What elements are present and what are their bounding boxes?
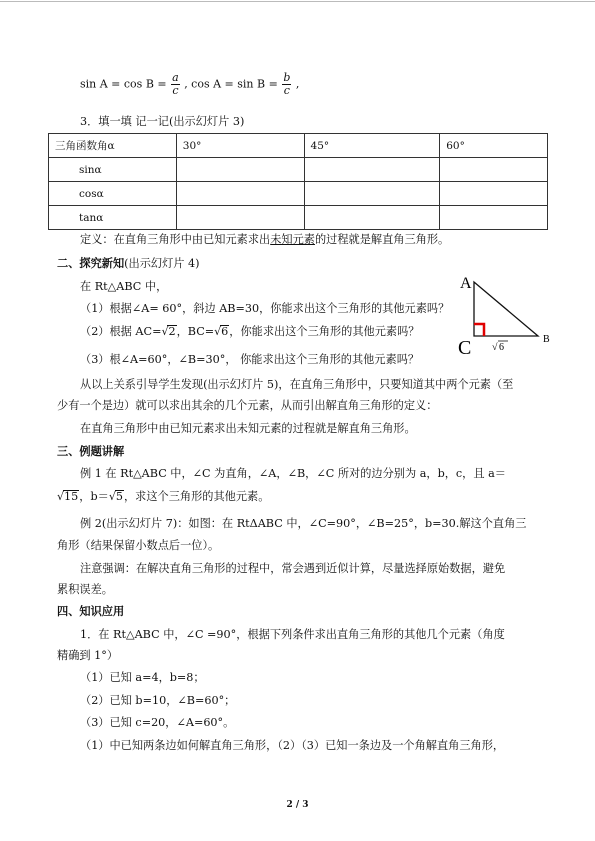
table-header-row bbox=[49, 134, 548, 158]
formula-part3: , bbox=[295, 77, 300, 91]
section4-heading: 四、知识应用 bbox=[57, 604, 125, 618]
condition-1: （1）已知 a=4，b=8； bbox=[80, 671, 205, 684]
fraction-b-over-c: $\frac{b}{c}$ bbox=[283, 71, 291, 97]
condition-3: （3）已知 c=20，∠A=60°。 bbox=[80, 716, 235, 729]
table-row bbox=[49, 206, 548, 230]
condition-2: （2）已知 b=10，∠B=60°； bbox=[80, 694, 236, 707]
vertex-c-label: C bbox=[458, 337, 472, 356]
fraction-a-over-c: $\frac{a}{c}$ bbox=[172, 71, 179, 97]
section3-heading: 三、例题讲解 bbox=[57, 444, 125, 458]
row-label: sinα bbox=[49, 158, 177, 182]
section2-para3: 在直角三角形中由已知元素求出未知元素的过程就是解直角三角形。 bbox=[80, 422, 416, 435]
section2-heading: 二、探究新知(出示幻灯片 4) bbox=[57, 256, 200, 270]
formula-part2: , cos A = sin B = bbox=[184, 77, 278, 91]
table-cell[interactable] bbox=[440, 158, 548, 182]
right-triangle-figure bbox=[456, 272, 556, 356]
trig-values-table bbox=[48, 133, 548, 230]
example-1-line2: √15，b＝√5，求这个三角形的其他元素。 bbox=[57, 490, 270, 503]
table-row bbox=[49, 182, 548, 206]
table-cell[interactable] bbox=[176, 158, 304, 182]
note-line2: 累积误差。 bbox=[57, 583, 113, 596]
formula-part1: sin A = cos B = bbox=[80, 77, 167, 91]
section2-intro: 在 Rt△ABC 中， bbox=[80, 280, 168, 293]
summary-line: （1）中已知两条边如何解直角三角形，（2）（3）已知一条边及一个角解直角三角形， bbox=[80, 739, 505, 752]
row-label: cosα bbox=[49, 182, 177, 206]
question-1: （1）根据∠A= 60°，斜边 AB=30，你能求出这个三角形的其他元素吗？ bbox=[80, 302, 450, 315]
page-number: 2 / 3 bbox=[286, 800, 309, 810]
table-cell[interactable] bbox=[440, 182, 548, 206]
table-cell[interactable] bbox=[176, 182, 304, 206]
header-cell: 30° bbox=[176, 134, 304, 158]
fill-heading: 3．填一填 记一记(出示幻灯片 3) bbox=[80, 115, 245, 128]
table-cell[interactable] bbox=[304, 182, 440, 206]
section2-para1: 从以上关系引导学生发现(出示幻灯片 5)，在直角三角形中，只要知道其中两个元素（至 bbox=[80, 378, 514, 391]
row-label: tanα bbox=[49, 206, 177, 230]
note-line1: 注意强调：在解决直角三角形的过程中，常会遇到近似计算，尽量选择原始数据，避免 bbox=[80, 562, 506, 575]
header-cell: 45° bbox=[304, 134, 440, 158]
table-cell[interactable] bbox=[304, 206, 440, 230]
table-cell[interactable] bbox=[176, 206, 304, 230]
question-2: （2）根据 AC=√2，BC=√6，你能求出这个三角形的其他元素吗？ bbox=[80, 325, 420, 338]
application-question-line2: 精确到 1°） bbox=[57, 649, 119, 662]
header-cell: 三角函数角α bbox=[49, 134, 177, 158]
side-length-label: 6 bbox=[499, 342, 504, 353]
header-cell: 60° bbox=[440, 134, 548, 158]
example-2-line1: 例 2(出示幻灯片 7)：如图：在 RtΔABC 中，∠C=90°，∠B=25°，b=30.解这个直角三 bbox=[80, 517, 527, 530]
side-sqrt-sign: √ bbox=[492, 342, 498, 353]
vertex-a-label: A bbox=[460, 275, 472, 292]
trig-formula bbox=[80, 72, 299, 97]
table-cell[interactable] bbox=[304, 158, 440, 182]
definition-line: 定义：在直角三角形中由已知元素求出未知元素的过程就是解直角三角形。 bbox=[80, 233, 450, 246]
example-2-line2: 角形（结果保留小数点后一位）。 bbox=[57, 539, 220, 552]
header-rule bbox=[0, 1, 595, 2]
vertex-b-label: B bbox=[543, 334, 550, 345]
table-row bbox=[49, 158, 548, 182]
underlined-term: 未知元素 bbox=[270, 233, 315, 246]
example-1-line1: 例 1 在 Rt△ABC 中，∠C 为直角，∠A，∠B，∠C 所对的边分别为 a，b，c，且 a＝ bbox=[80, 467, 506, 480]
section2-para2: 少有一个是边）就可以求出其余的几个元素，从而引出解直角三角形的定义： bbox=[57, 399, 438, 412]
application-question-line1: 1．在 Rt△ABC 中，∠C =90°，根据下列条件求出直角三角形的其他几个元素（角度 bbox=[80, 628, 505, 641]
question-3: （3）根∠A=60°，∠B=30°， 你能求出这个三角形的其他元素吗？ bbox=[80, 353, 420, 366]
right-angle-marker bbox=[474, 324, 484, 336]
table-cell[interactable] bbox=[440, 206, 548, 230]
